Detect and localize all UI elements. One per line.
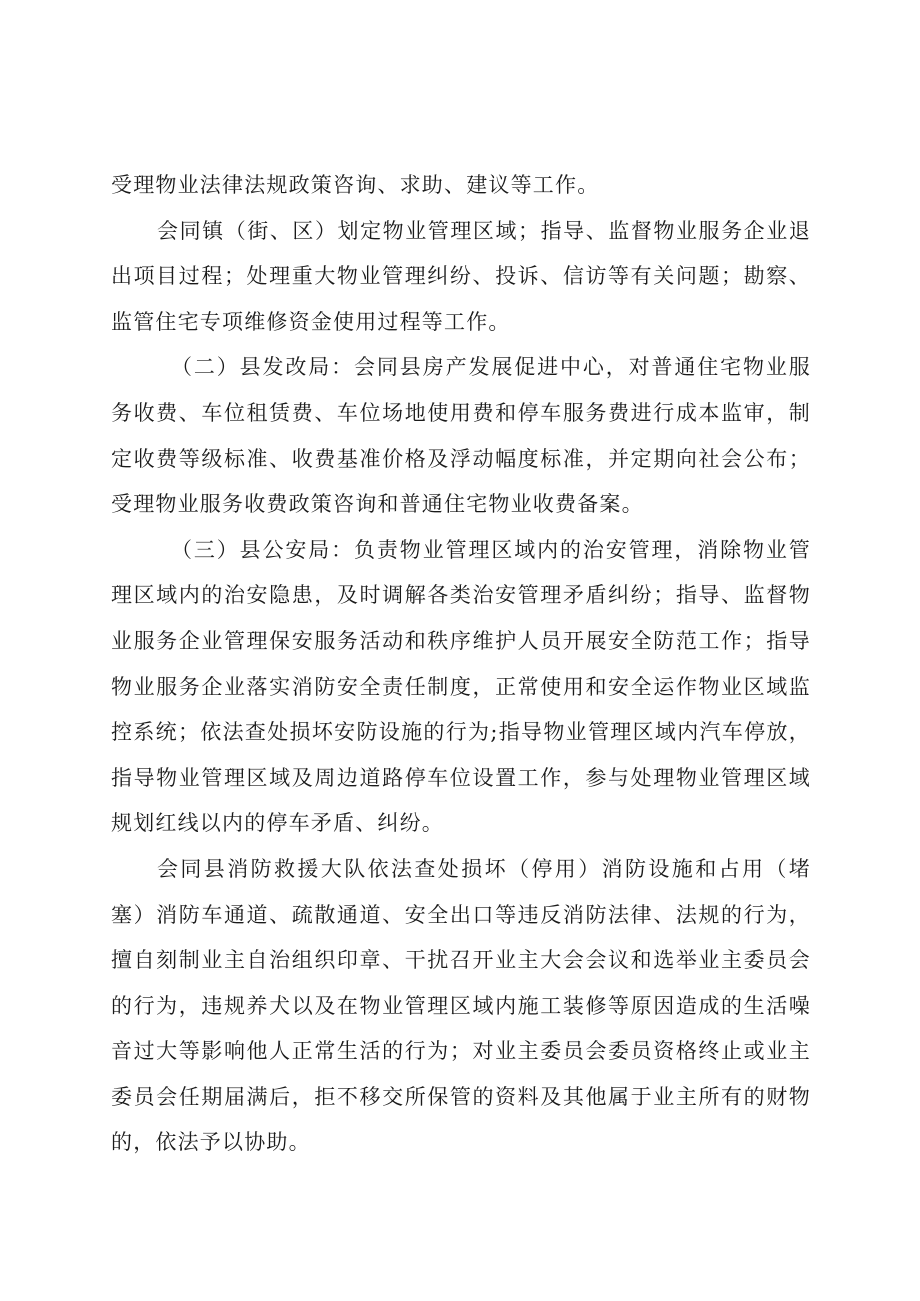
paragraph-public-security-bureau: （三）县公安局：负责物业管理区域内的治安管理，消除物业管理区域内的治安隐患，及时调解各类治安管理矛盾纠纷；指导、监督物业服务企业管理保安服务活动和秩序维护人员开展安全防范工作；指导物业服务企业落实消防安全责任制度，正常使用和安全运作物业区域监控系统；依法查处损坏安防设施的行为;指导物业管理区域内汽车停放，指导物业管理区域及周边道路停车位设置工作，参与处理物业管理区域规划红线以内的停车矛盾、纠纷。 [111, 537, 811, 836]
paragraph-continuation: 受理物业法律法规政策咨询、求助、建议等工作。 [111, 173, 600, 197]
paragraph-fire-rescue-brigade: 会同县消防救援大队依法查处损坏（停用）消防设施和占用（堵塞）消防车通道、疏散通道、安全出口等违反消防法律、法规的行为，擅自刻制业主自治组织印章、干扰召开业主大会会议和选举业主委员会的行为，违规养犬以及在物业管理区域内施工装修等原因造成的生活噪音过大等影响他人正常生活的行为；对业主委员会委员资格终止或业主委员会任期届满后，拒不移交所保管的资料及其他属于业主所有的财物的，依法予以协助。 [111, 856, 811, 1155]
document-body [111, 163, 811, 1166]
paragraph-township-coordination: 会同镇（街、区）划定物业管理区域；指导、监督物业服务企业退出项目过程；处理重大物业管理纠纷、投诉、信访等有关问题；勘察、监管住宅专项维修资金使用过程等工作。 [111, 218, 811, 334]
paragraph-development-reform-bureau: （二）县发改局：会同县房产发展促进中心，对普通住宅物业服务收费、车位租赁费、车位场地使用费和停车服务费进行成本监审，制定收费等级标准、收费基准价格及浮动幅度标准，并定期向社会公布；受理物业服务收费政策咨询和普通住宅物业收费备案。 [111, 355, 811, 517]
